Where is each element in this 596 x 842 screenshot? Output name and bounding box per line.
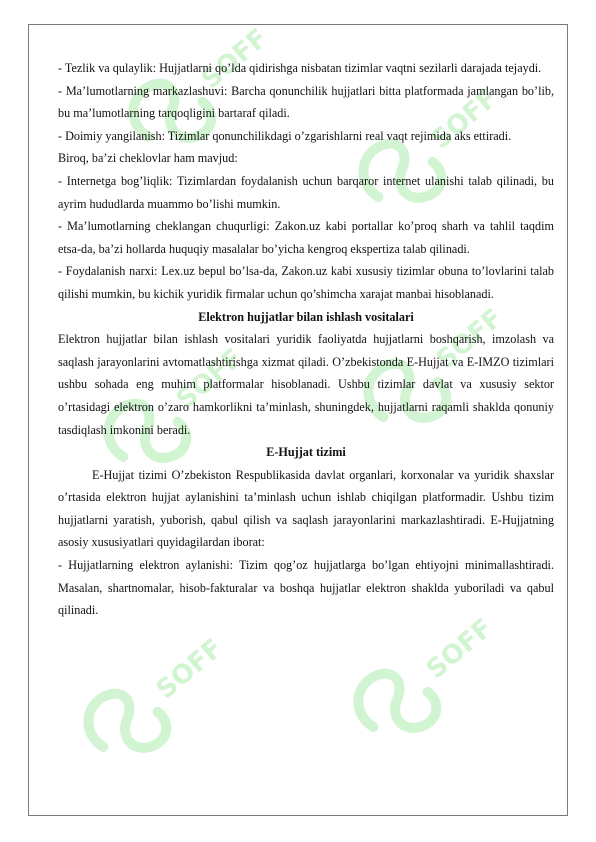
paragraph: - Doimiy yangilanish: Tizimlar qonunchilikdagi o’zgarishlarni real vaqt rejimida aks ettiradi. [58,128,512,143]
paragraph: - Ma’lumotlarning cheklangan chuqurligi: Zakon.uz kabi portallar ko’proq sharh va tahlil taqdim etsa-da, ba’zi hollarda huquqiy masalalar bo’yicha kengroq ekspertiza talab qilinadi. [58,219,554,256]
document-body [58,57,554,622]
watermark-text: SOFF [430,303,509,376]
paragraph: - Hujjatlarning elektron aylanishi: Tizim qog’oz hujjatlarga bo’lgan ehtiyojni minimallashtiradi. Masalan, shartnomalar, hisob-fakturalar va boshqa hujjatlar elektron shaklda yuboriladi va qabul qilinadi. [58,558,554,618]
paragraph: - Ma’lumotlarning markazlashuvi: Barcha qonunchilik hujjatlari bitta platformada jamlangan bo’lib, bu ma’lumotlarning tarqoqligini bartaraf qiladi. [58,83,554,121]
paragraph: - Foydalanish narxi: Lex.uz bepul bo’lsa-da, Zakon.uz kabi xususiy tizimlar obuna to’lovlarini talab qilishi mumkin, bu kichik yuridik firmalar uchun qo’shimcha xarajat manbai hisoblanadi. [58,264,554,301]
watermark-text: SOFF [195,23,274,96]
watermark-text: SOFF [420,613,499,686]
paragraph: E-Hujjat tizimi O’zbekiston Respublikasida davlat organlari, korxonalar va yuridik shaxslar o’rtasida elektron hujjat aylanishini ta’minlash uchun ishlab chiqilgan platformadir. Ushbu tizim hujjatlarni yaratish, yuborish, qabul qilish va saqlash jarayonlarini markazlashtiradi. E-Hujjatning asosiy xususiyatlari quyidagilardan iborat: [58,467,554,550]
section-heading: Elektron hujjatlar bilan ishlash vositalari [198,309,414,324]
paragraph: Elektron hujjatlar bilan ishlash vositalari yuridik faoliyatda hujjatlarni boshqarish, imzolash va saqlash jarayonlarini avtomatlashtirishga xizmat qiladi. O’zbekistonda E-Hujjat va E-IMZO tizimlari ushbu sohada eng muhim platformalar hisoblanadi. Ushbu tizimlar davlat va xususiy sektor o’rtasidagi elektron o’zaro hamkorlikni ta’minlash, shuningdek, hujjatlarni raqamli shaklda qonuniy tasdiqlash imkonini beradi. [58,332,554,437]
watermark-text: SOFF [425,83,504,156]
paragraph: - Internetga bog’liqlik: Tizimlardan foydalanish uchun barqaror internet ulanishi talab qilinadi, bu ayrim hududlarda muammo bo’lishi mumkin. [58,173,554,211]
paragraph: Biroq, ba’zi cheklovlar ham mavjud: [58,151,238,166]
watermark-text: SOFF [150,633,229,706]
paragraph: - Tezlik va qulaylik: Hujjatlarni qo’lda qidirishga nisbatan tizimlar vaqtni sezilarli darajada tejaydi. [58,61,542,75]
section-heading: E-Hujjat tizimi [266,445,346,460]
watermark-text: SOFF [170,343,249,416]
